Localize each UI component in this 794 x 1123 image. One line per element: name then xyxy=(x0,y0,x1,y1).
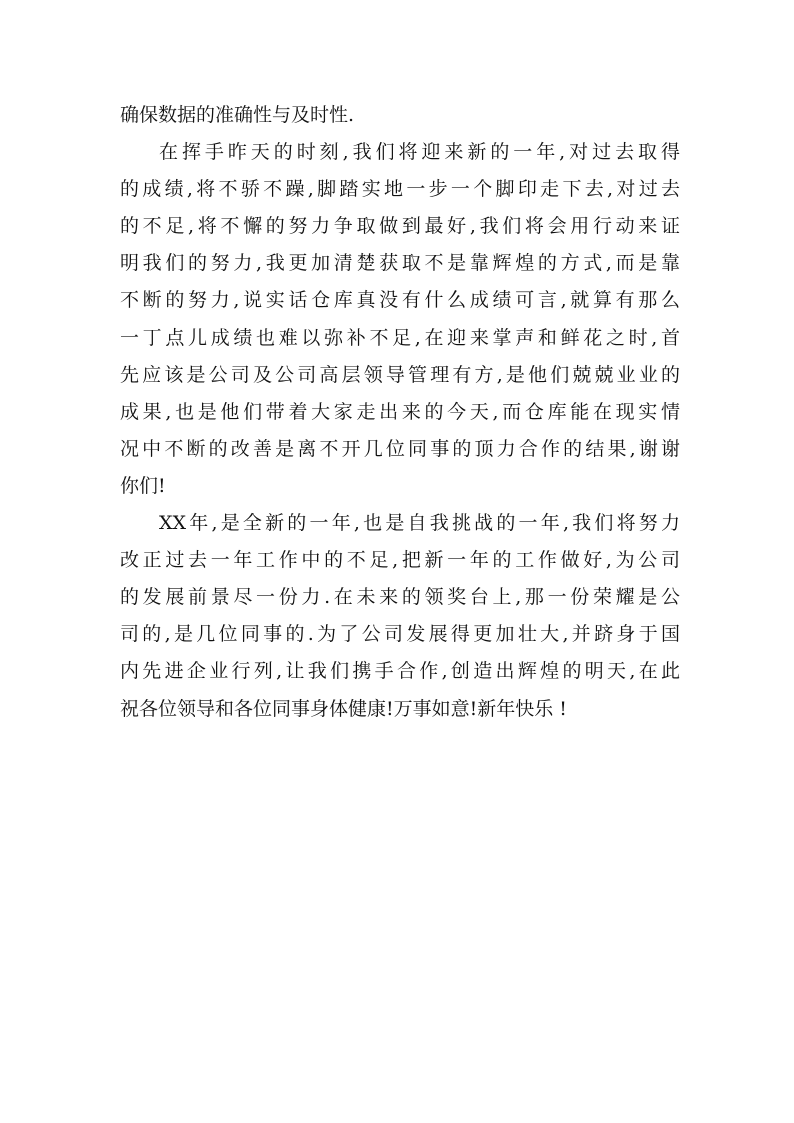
text-line: 的发展前景尽一份力.在未来的领奖台上,那一份荣耀是公 xyxy=(120,586,680,609)
text-line: 成果,也是他们带着大家走出来的今天,而仓库能在现实情 xyxy=(120,400,680,423)
text-line: 司的,是几位同事的.为了公司发展得更加壮大,并跻身于国 xyxy=(120,623,680,646)
text-line: 你们! xyxy=(120,474,166,497)
text-line: 况中不断的改善是离不开几位同事的顶力合作的结果,谢谢 xyxy=(120,437,680,460)
text-line: 祝各位领导和各位同事身体健康!万事如意!新年快乐 ! xyxy=(120,697,567,720)
text-line: 先应该是公司及公司高层领导管理有方,是他们兢兢业业的 xyxy=(120,363,680,386)
text-line: 的成绩,将不骄不躁,脚踏实地一步一个脚印走下去,对过去 xyxy=(120,178,680,201)
body-text xyxy=(120,97,680,728)
text-line: 明我们的努力,我更加清楚获取不是靠辉煌的方式,而是靠 xyxy=(120,252,680,275)
text-line: 确保数据的准确性与及时性. xyxy=(120,104,355,126)
text-line: 不断的努力,说实话仓库真没有什么成绩可言,就算有那么 xyxy=(120,289,680,312)
paragraph-first-line: 在挥手昨天的时刻,我们将迎来新的一年,对过去取得 xyxy=(159,141,680,164)
text-line: 一丁点儿成绩也难以弥补不足,在迎来掌声和鲜花之时,首 xyxy=(120,326,680,349)
paragraph-first-line: XX年,是全新的一年,也是自我挑战的一年,我们将努力 xyxy=(159,512,680,535)
text-line: 的不足,将不懈的努力争取做到最好,我们将会用行动来证 xyxy=(120,215,680,238)
text-line: 改正过去一年工作中的不足,把新一年的工作做好,为公司 xyxy=(120,549,680,572)
text-line: 内先进企业行列,让我们携手合作,创造出辉煌的明天,在此 xyxy=(120,660,680,683)
